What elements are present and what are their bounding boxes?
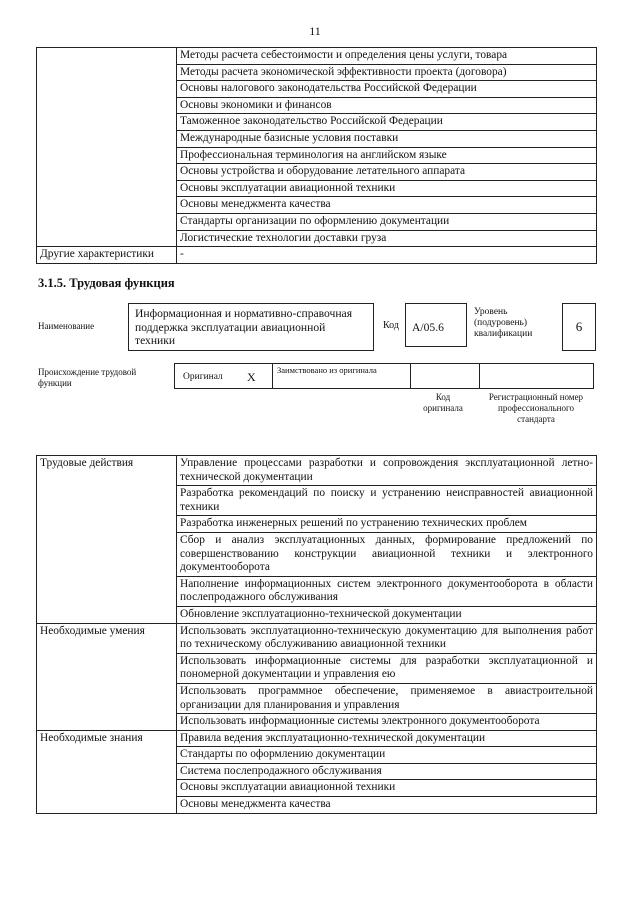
knowledge-item: Правила ведения эксплуатационно-технической документации [177, 730, 597, 747]
name-label: Наименование [38, 321, 95, 331]
knowledge-item: Система послепродажного обслуживания [177, 763, 597, 780]
code-label: Код [383, 320, 399, 331]
level-value: 6 [575, 319, 583, 334]
divider [410, 364, 411, 388]
original-mark: X [247, 370, 256, 384]
skills-label: Необходимые умения [37, 623, 177, 730]
table-row: Методы расчета себестоимости и определения цены услуги, товара [177, 48, 597, 65]
skill-item: Использовать программное обеспечение, применяемое в авиастроительной организации для планирования и управления [177, 683, 597, 713]
function-name-box [128, 303, 374, 351]
function-name: Информационная и нормативно-справочная поддержка эксплуатации авиационной техники [135, 307, 353, 348]
labor-action-item: Обновление эксплуатационно-технической документации [177, 606, 597, 623]
table-row: Стандарты организации по оформлению документации [177, 213, 597, 230]
qualification-level-label: Уровень (подуровень) квалификации [474, 307, 533, 339]
origin-label: Происхождение трудовой функции [38, 367, 137, 388]
labor-action-item: Управление процессами разработки и сопровождения эксплуатационной летно-технической документации [177, 456, 597, 486]
skill-item: Использовать информационные системы электронного документооборота [177, 714, 597, 731]
other-characteristics-value: - [177, 247, 597, 264]
labor-action-item: Сбор и анализ эксплуатационных данных, формирование предложений по совершенствованию конструкции авиационной техники и электронного документооборота [177, 532, 597, 576]
original-label: Оригинал [183, 372, 223, 382]
knowledge-continuation-table [36, 47, 597, 264]
table-row: Основы устройства и оборудование летательного аппарата [177, 164, 597, 181]
knowledge-item: Стандарты по оформлению документации [177, 747, 597, 764]
labor-action-item: Наполнение информационных систем электронного документооборота в области послепродажного обслуживания [177, 576, 597, 606]
other-characteristics-label: Другие характеристики [37, 247, 177, 264]
table-row: Основы эксплуатации авиационной техники [177, 180, 597, 197]
page-number: 11 [309, 24, 321, 38]
registration-number-label: Регистрационный номер профессионального стандарта [488, 392, 584, 424]
table-row: Логистические технологии доставки груза [177, 230, 597, 247]
code-original-label: Код оригинала [423, 392, 463, 413]
table-row: Таможенное законодательство Российской Федерации [177, 114, 597, 131]
labor-action-item: Разработка рекомендаций по поиску и устранению неисправностей авиационной техники [177, 486, 597, 516]
table-row: Методы расчета экономической эффективности проекта (договора) [177, 64, 597, 81]
table-row: Международные базисные условия поставки [177, 130, 597, 147]
table-row: Основы менеджмента качества [177, 197, 597, 214]
level-box [562, 303, 596, 351]
empty-label-cell [37, 48, 177, 247]
section-title: 3.1.5. Трудовая функция [38, 276, 175, 290]
skill-item: Использовать информационные системы для разработки эксплуатационной и пономерной документации и управления ею [177, 653, 597, 683]
skill-item: Использовать эксплуатационно-техническую документацию для выполнения работ по техническому обслуживанию авиационной техники [177, 623, 597, 653]
knowledge-label: Необходимые знания [37, 730, 177, 813]
divider [479, 364, 480, 388]
borrowed-label: Заимствовано из оригинала [277, 365, 377, 375]
knowledge-item: Основы эксплуатации авиационной техники [177, 780, 597, 797]
table-row: Основы экономики и финансов [177, 97, 597, 114]
table-row: Основы налогового законодательства Российской Федерации [177, 81, 597, 98]
labor-action-item: Разработка инженерных решений по устранению технических проблем [177, 516, 597, 533]
code-box [405, 303, 467, 347]
knowledge-item: Основы менеджмента качества [177, 797, 597, 814]
code-value: A/05.6 [412, 321, 444, 334]
origin-table [174, 363, 594, 389]
table-row: Профессиональная терминология на английском языке [177, 147, 597, 164]
labor-function-table [36, 455, 597, 814]
divider [272, 364, 273, 388]
labor-actions-label: Трудовые действия [37, 456, 177, 624]
